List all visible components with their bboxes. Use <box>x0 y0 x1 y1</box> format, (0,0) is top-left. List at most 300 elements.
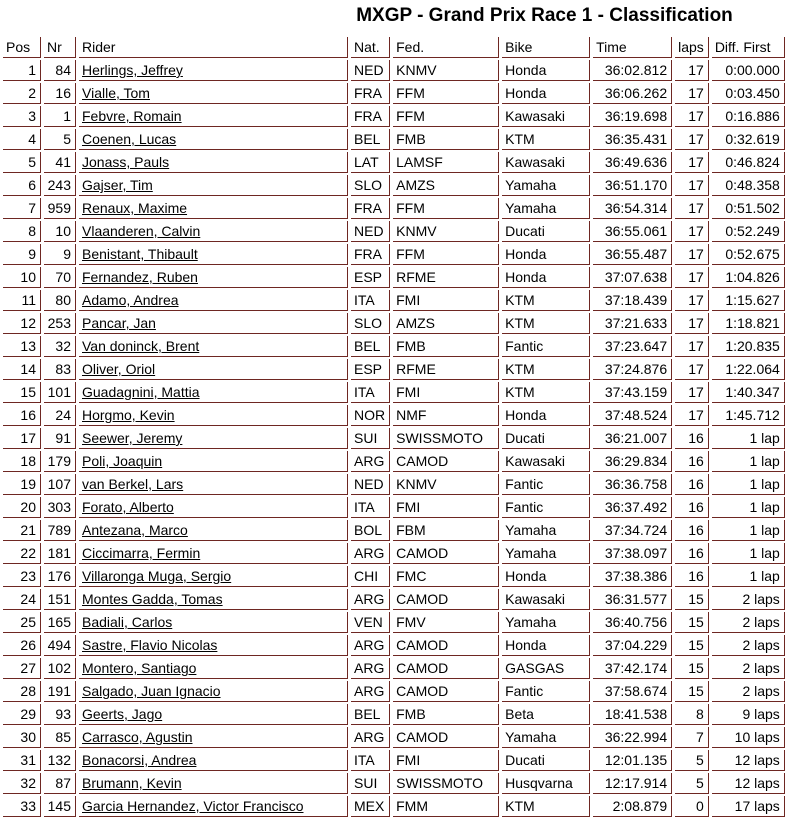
laps-cell: 5 <box>675 750 709 771</box>
fed-cell: CAMOD <box>393 451 499 472</box>
col-header-pos: Pos <box>3 37 41 58</box>
col-header-time: Time <box>593 37 672 58</box>
col-header-nat: Nat. <box>351 37 390 58</box>
rider-link[interactable]: Poli, Joaquin <box>82 453 163 469</box>
fed-cell: FMC <box>393 566 499 587</box>
bike-cell: Husqvarna <box>502 773 590 794</box>
rider-cell <box>79 428 348 449</box>
pos-cell: 27 <box>3 658 41 679</box>
pos-cell: 23 <box>3 566 41 587</box>
pos-cell: 30 <box>3 727 41 748</box>
nr-cell: 16 <box>44 83 76 104</box>
diff-cell: 1 lap <box>712 566 785 587</box>
bike-cell: Fantic <box>502 474 590 495</box>
rider-link[interactable]: Gajser, Tim <box>82 177 153 193</box>
nr-cell: 93 <box>44 704 76 725</box>
rider-link[interactable]: Benistant, Thibault <box>82 246 198 262</box>
bike-cell: Yamaha <box>502 612 590 633</box>
rider-link[interactable]: Herlings, Jeffrey <box>82 62 183 78</box>
laps-cell: 17 <box>675 313 709 334</box>
diff-cell: 0:52.249 <box>712 221 785 242</box>
nr-cell: 101 <box>44 382 76 403</box>
fed-cell: FMB <box>393 129 499 150</box>
bike-cell: Yamaha <box>502 520 590 541</box>
diff-cell: 0:46.824 <box>712 152 785 173</box>
bike-cell: Fantic <box>502 497 590 518</box>
nr-cell: 24 <box>44 405 76 426</box>
nat-cell: BOL <box>351 520 390 541</box>
laps-cell: 17 <box>675 83 709 104</box>
diff-cell: 1 lap <box>712 451 785 472</box>
pos-cell: 14 <box>3 359 41 380</box>
fed-cell: CAMOD <box>393 681 499 702</box>
pos-cell: 32 <box>3 773 41 794</box>
time-cell: 36:40.756 <box>593 612 672 633</box>
laps-cell: 16 <box>675 520 709 541</box>
rider-link[interactable]: Garcia Hernandez, Victor Francisco <box>82 798 304 814</box>
rider-cell <box>79 382 348 403</box>
rider-cell <box>79 589 348 610</box>
laps-cell: 16 <box>675 474 709 495</box>
diff-cell: 0:32.619 <box>712 129 785 150</box>
nat-cell: NED <box>351 221 390 242</box>
rider-link[interactable]: Coenen, Lucas <box>82 131 177 147</box>
rider-cell <box>79 405 348 426</box>
rider-link[interactable]: Seewer, Jeremy <box>82 430 183 446</box>
fed-cell: FBM <box>393 520 499 541</box>
fed-cell: SWISSMOTO <box>393 428 499 449</box>
nr-cell: 102 <box>44 658 76 679</box>
pos-cell: 12 <box>3 313 41 334</box>
laps-cell: 17 <box>675 336 709 357</box>
table-row <box>3 474 785 495</box>
fed-cell: FMV <box>393 612 499 633</box>
time-cell: 37:34.724 <box>593 520 672 541</box>
rider-cell <box>79 773 348 794</box>
nr-cell: 132 <box>44 750 76 771</box>
fed-cell: FMI <box>393 750 499 771</box>
table-row <box>3 658 785 679</box>
table-row <box>3 543 785 564</box>
pos-cell: 24 <box>3 589 41 610</box>
bike-cell: Yamaha <box>502 543 590 564</box>
laps-cell: 15 <box>675 658 709 679</box>
fed-cell: NMF <box>393 405 499 426</box>
pos-cell: 26 <box>3 635 41 656</box>
rider-link[interactable]: Salgado, Juan Ignacio <box>82 683 221 699</box>
fed-cell: SWISSMOTO <box>393 773 499 794</box>
table-row <box>3 83 785 104</box>
nat-cell: FRA <box>351 83 390 104</box>
pos-cell: 1 <box>3 60 41 81</box>
time-cell: 37:23.647 <box>593 336 672 357</box>
fed-cell: CAMOD <box>393 543 499 564</box>
nat-cell: SUI <box>351 773 390 794</box>
rider-link[interactable]: van Berkel, Lars <box>82 476 184 492</box>
time-cell: 37:24.876 <box>593 359 672 380</box>
table-row <box>3 267 785 288</box>
laps-cell: 17 <box>675 267 709 288</box>
nr-cell: 494 <box>44 635 76 656</box>
time-cell: 12:01.135 <box>593 750 672 771</box>
diff-cell: 1 lap <box>712 543 785 564</box>
laps-cell: 17 <box>675 152 709 173</box>
fed-cell: CAMOD <box>393 658 499 679</box>
rider-link[interactable]: Ciccimarra, Fermin <box>82 545 201 561</box>
time-cell: 37:18.439 <box>593 290 672 311</box>
time-cell: 37:07.638 <box>593 267 672 288</box>
laps-cell: 17 <box>675 290 709 311</box>
rider-cell <box>79 267 348 288</box>
nr-cell: 191 <box>44 681 76 702</box>
table-row <box>3 382 785 403</box>
table-row <box>3 520 785 541</box>
laps-cell: 17 <box>675 382 709 403</box>
laps-cell: 15 <box>675 681 709 702</box>
fed-cell: FMI <box>393 497 499 518</box>
table-row <box>3 428 785 449</box>
rider-link[interactable]: Carrasco, Agustin <box>82 729 193 745</box>
rider-cell <box>79 543 348 564</box>
bike-cell: Ducati <box>502 221 590 242</box>
laps-cell: 7 <box>675 727 709 748</box>
bike-cell: KTM <box>502 796 590 817</box>
fed-cell: FMM <box>393 796 499 817</box>
laps-cell: 17 <box>675 198 709 219</box>
diff-cell: 2 laps <box>712 589 785 610</box>
table-row <box>3 336 785 357</box>
rider-link[interactable]: Jonass, Pauls <box>82 154 170 170</box>
time-cell: 36:35.431 <box>593 129 672 150</box>
nr-cell: 243 <box>44 175 76 196</box>
rider-link[interactable]: Adamo, Andrea <box>82 292 179 308</box>
table-row <box>3 796 785 817</box>
bike-cell: Fantic <box>502 681 590 702</box>
rider-link[interactable]: Bonacorsi, Andrea <box>82 752 197 768</box>
rider-link[interactable]: Geerts, Jago <box>82 706 163 722</box>
table-row <box>3 773 785 794</box>
fed-cell: LAMSF <box>393 152 499 173</box>
rider-cell <box>79 83 348 104</box>
time-cell: 36:36.758 <box>593 474 672 495</box>
table-row <box>3 727 785 748</box>
bike-cell: KTM <box>502 290 590 311</box>
bike-cell: Yamaha <box>502 175 590 196</box>
time-cell: 37:38.386 <box>593 566 672 587</box>
nat-cell: NED <box>351 474 390 495</box>
table-row <box>3 221 785 242</box>
nr-cell: 959 <box>44 198 76 219</box>
nat-cell: ARG <box>351 589 390 610</box>
nr-cell: 85 <box>44 727 76 748</box>
fed-cell: FFM <box>393 198 499 219</box>
rider-cell <box>79 336 348 357</box>
bike-cell: Fantic <box>502 336 590 357</box>
rider-cell <box>79 612 348 633</box>
rider-link[interactable]: Van doninck, Brent <box>82 338 200 354</box>
col-header-bike: Bike <box>502 37 590 58</box>
diff-cell: 0:48.358 <box>712 175 785 196</box>
diff-cell: 0:51.502 <box>712 198 785 219</box>
nr-cell: 32 <box>44 336 76 357</box>
rider-link[interactable]: Antezana, Marco <box>82 522 188 538</box>
diff-cell: 1:45.712 <box>712 405 785 426</box>
rider-link[interactable]: Vialle, Tom <box>82 85 150 101</box>
table-row <box>3 704 785 725</box>
pos-cell: 3 <box>3 106 41 127</box>
time-cell: 37:58.674 <box>593 681 672 702</box>
nat-cell: FRA <box>351 106 390 127</box>
table-row <box>3 405 785 426</box>
pos-cell: 33 <box>3 796 41 817</box>
nr-cell: 165 <box>44 612 76 633</box>
bike-cell: Beta <box>502 704 590 725</box>
time-cell: 36:37.492 <box>593 497 672 518</box>
laps-cell: 16 <box>675 543 709 564</box>
pos-cell: 15 <box>3 382 41 403</box>
pos-cell: 20 <box>3 497 41 518</box>
time-cell: 36:29.834 <box>593 451 672 472</box>
laps-cell: 17 <box>675 129 709 150</box>
rider-link[interactable]: Pancar, Jan <box>82 315 156 331</box>
rider-link[interactable]: Guadagnini, Mattia <box>82 384 200 400</box>
nr-cell: 151 <box>44 589 76 610</box>
table-row <box>3 244 785 265</box>
rider-cell <box>79 198 348 219</box>
nat-cell: NOR <box>351 405 390 426</box>
rider-link[interactable]: Horgmo, Kevin <box>82 407 175 423</box>
fed-cell: CAMOD <box>393 635 499 656</box>
time-cell: 36:49.636 <box>593 152 672 173</box>
table-row <box>3 681 785 702</box>
rider-link[interactable]: Villaronga Muga, Sergio <box>82 568 232 584</box>
time-cell: 37:38.097 <box>593 543 672 564</box>
nat-cell: ITA <box>351 750 390 771</box>
nat-cell: ESP <box>351 359 390 380</box>
time-cell: 36:55.487 <box>593 244 672 265</box>
nat-cell: SLO <box>351 313 390 334</box>
nat-cell: NED <box>351 60 390 81</box>
time-cell: 36:21.007 <box>593 428 672 449</box>
fed-cell: RFME <box>393 267 499 288</box>
rider-link[interactable]: Vlaanderen, Calvin <box>82 223 201 239</box>
rider-link[interactable]: Montero, Santiago <box>82 660 197 676</box>
nr-cell: 181 <box>44 543 76 564</box>
rider-cell <box>79 129 348 150</box>
nat-cell: BEL <box>351 704 390 725</box>
pos-cell: 31 <box>3 750 41 771</box>
table-row <box>3 129 785 150</box>
fed-cell: FFM <box>393 83 499 104</box>
laps-cell: 17 <box>675 221 709 242</box>
col-header-fed: Fed. <box>393 37 499 58</box>
rider-cell <box>79 244 348 265</box>
bike-cell: KTM <box>502 359 590 380</box>
fed-cell: RFME <box>393 359 499 380</box>
fed-cell: KNMV <box>393 474 499 495</box>
diff-cell: 0:03.450 <box>712 83 785 104</box>
rider-link[interactable]: Renaux, Maxime <box>82 200 188 216</box>
time-cell: 36:02.812 <box>593 60 672 81</box>
bike-cell: Kawasaki <box>502 106 590 127</box>
time-cell: 37:43.159 <box>593 382 672 403</box>
table-row <box>3 612 785 633</box>
diff-cell: 1:15.627 <box>712 290 785 311</box>
pos-cell: 29 <box>3 704 41 725</box>
laps-cell: 16 <box>675 497 709 518</box>
rider-cell <box>79 566 348 587</box>
laps-cell: 8 <box>675 704 709 725</box>
nr-cell: 80 <box>44 290 76 311</box>
time-cell: 18:41.538 <box>593 704 672 725</box>
diff-cell: 1:20.835 <box>712 336 785 357</box>
pos-cell: 19 <box>3 474 41 495</box>
rider-cell <box>79 221 348 242</box>
diff-cell: 9 laps <box>712 704 785 725</box>
rider-cell <box>79 750 348 771</box>
diff-cell: 0:16.886 <box>712 106 785 127</box>
rider-link[interactable]: Febvre, Romain <box>82 108 182 124</box>
laps-cell: 17 <box>675 106 709 127</box>
nat-cell: ARG <box>351 658 390 679</box>
rider-cell <box>79 451 348 472</box>
nat-cell: ARG <box>351 543 390 564</box>
fed-cell: KNMV <box>393 60 499 81</box>
diff-cell: 12 laps <box>712 773 785 794</box>
rider-link[interactable]: Forato, Alberto <box>82 499 174 515</box>
pos-cell: 7 <box>3 198 41 219</box>
nr-cell: 1 <box>44 106 76 127</box>
nat-cell: ARG <box>351 451 390 472</box>
nr-cell: 41 <box>44 152 76 173</box>
nat-cell: ESP <box>351 267 390 288</box>
laps-cell: 16 <box>675 451 709 472</box>
nr-cell: 87 <box>44 773 76 794</box>
diff-cell: 2 laps <box>712 658 785 679</box>
pos-cell: 10 <box>3 267 41 288</box>
bike-cell: Honda <box>502 267 590 288</box>
table-row <box>3 106 785 127</box>
bike-cell: Honda <box>502 83 590 104</box>
pos-cell: 2 <box>3 83 41 104</box>
rider-link[interactable]: Sastre, Flavio Nicolas <box>82 637 218 653</box>
rider-link[interactable]: Oliver, Oriol <box>82 361 156 377</box>
diff-cell: 2 laps <box>712 635 785 656</box>
time-cell: 37:21.633 <box>593 313 672 334</box>
bike-cell: KTM <box>502 129 590 150</box>
diff-cell: 12 laps <box>712 750 785 771</box>
bike-cell: Yamaha <box>502 727 590 748</box>
bike-cell: Honda <box>502 244 590 265</box>
nat-cell: BEL <box>351 129 390 150</box>
diff-cell: 0:00.000 <box>712 60 785 81</box>
time-cell: 36:22.994 <box>593 727 672 748</box>
fed-cell: FFM <box>393 244 499 265</box>
table-row <box>3 290 785 311</box>
bike-cell: Honda <box>502 60 590 81</box>
nat-cell: ITA <box>351 382 390 403</box>
bike-cell: GASGAS <box>502 658 590 679</box>
fed-cell: FMI <box>393 290 499 311</box>
nr-cell: 84 <box>44 60 76 81</box>
time-cell: 36:54.314 <box>593 198 672 219</box>
nat-cell: FRA <box>351 198 390 219</box>
laps-cell: 15 <box>675 589 709 610</box>
rider-cell <box>79 497 348 518</box>
bike-cell: KTM <box>502 382 590 403</box>
bike-cell: Ducati <box>502 428 590 449</box>
table-row <box>3 451 785 472</box>
page-title: MXGP - Grand Prix Race 1 - Classification <box>356 5 733 26</box>
pos-cell: 18 <box>3 451 41 472</box>
rider-cell <box>79 520 348 541</box>
nr-cell: 145 <box>44 796 76 817</box>
laps-cell: 15 <box>675 612 709 633</box>
nr-cell: 253 <box>44 313 76 334</box>
table-row <box>3 152 785 173</box>
pos-cell: 9 <box>3 244 41 265</box>
table-row <box>3 589 785 610</box>
bike-cell: Honda <box>502 405 590 426</box>
title-bar <box>0 5 789 27</box>
diff-cell: 17 laps <box>712 796 785 817</box>
rider-cell <box>79 152 348 173</box>
classification-table <box>0 35 788 819</box>
nat-cell: SLO <box>351 175 390 196</box>
pos-cell: 21 <box>3 520 41 541</box>
fed-cell: FMB <box>393 336 499 357</box>
laps-cell: 17 <box>675 60 709 81</box>
diff-cell: 2 laps <box>712 681 785 702</box>
nr-cell: 91 <box>44 428 76 449</box>
rider-cell <box>79 635 348 656</box>
diff-cell: 0:52.675 <box>712 244 785 265</box>
time-cell: 36:51.170 <box>593 175 672 196</box>
fed-cell: FMI <box>393 382 499 403</box>
table-row <box>3 175 785 196</box>
nr-cell: 5 <box>44 129 76 150</box>
laps-cell: 17 <box>675 244 709 265</box>
diff-cell: 1:18.821 <box>712 313 785 334</box>
rider-cell <box>79 175 348 196</box>
col-header-rider: Rider <box>79 37 348 58</box>
bike-cell: Kawasaki <box>502 451 590 472</box>
rider-link[interactable]: Badiali, Carlos <box>82 614 173 630</box>
table-row <box>3 198 785 219</box>
nat-cell: VEN <box>351 612 390 633</box>
laps-cell: 5 <box>675 773 709 794</box>
nat-cell: ARG <box>351 635 390 656</box>
pos-cell: 17 <box>3 428 41 449</box>
rider-link[interactable]: Brumann, Kevin <box>82 775 182 791</box>
pos-cell: 28 <box>3 681 41 702</box>
rider-link[interactable]: Montes Gadda, Tomas <box>82 591 223 607</box>
pos-cell: 11 <box>3 290 41 311</box>
pos-cell: 25 <box>3 612 41 633</box>
col-header-diff-first: Diff. First <box>712 37 785 58</box>
fed-cell: FFM <box>393 106 499 127</box>
pos-cell: 16 <box>3 405 41 426</box>
nat-cell: LAT <box>351 152 390 173</box>
rider-link[interactable]: Fernandez, Ruben <box>82 269 198 285</box>
nr-cell: 179 <box>44 451 76 472</box>
laps-cell: 15 <box>675 635 709 656</box>
fed-cell: AMZS <box>393 313 499 334</box>
diff-cell: 2 laps <box>712 612 785 633</box>
diff-cell: 1:04.826 <box>712 267 785 288</box>
time-cell: 12:17.914 <box>593 773 672 794</box>
rider-cell <box>79 313 348 334</box>
